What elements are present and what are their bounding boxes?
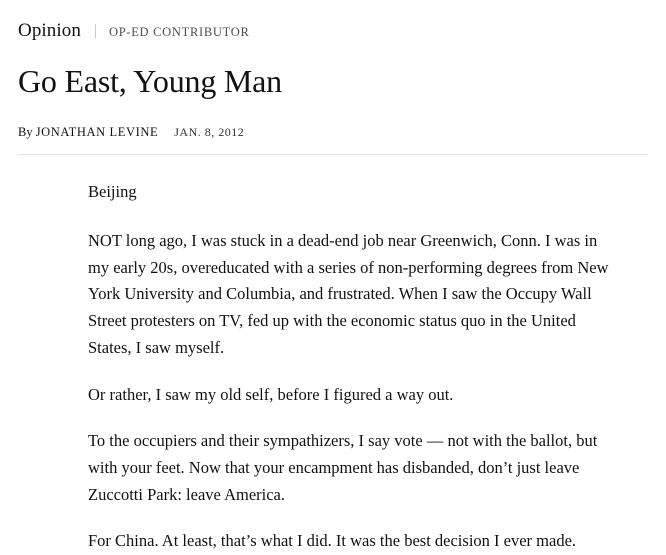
body-paragraph: NOT long ago, I was stuck in a dead-end job near Greenwich, Conn. I was in my early 20s, overeducated with a series of non-performing degrees from New York University and Columbia, and frustrated. When I saw the Occupy Wall Street protesters on TV, fed up with the economic status quo in the United States, I saw myself. — [88, 230, 609, 357]
body-paragraph: For China. At least, that’s what I did. It was the best decision I ever made. — [88, 531, 577, 551]
article-body — [0, 155, 666, 555]
byline-by-word: By — [18, 125, 33, 140]
article-kicker — [0, 0, 666, 42]
publish-date: JAN. 8, 2012 — [174, 125, 245, 140]
byline — [0, 99, 666, 140]
body-paragraph: To the occupiers and their sympathizers, I say vote — not with the ballot, but with your feet. Now that your encampment has disbanded, don’t just leave Zuccotti Park: leave America. — [88, 431, 598, 504]
dateline: Beijing — [88, 182, 137, 202]
byline-text — [18, 125, 158, 140]
kicker-label-oped-contributor[interactable]: OP-ED CONTRIBUTOR — [108, 25, 250, 39]
vertical-divider — [95, 24, 96, 38]
byline-author[interactable]: JONATHAN LEVINE — [35, 125, 159, 140]
body-paragraph: Or rather, I saw my old self, before I figured a way out. — [88, 384, 454, 404]
section-name-opinion[interactable]: Opinion — [18, 20, 81, 41]
page-title: Go East, Young Man — [18, 63, 282, 99]
